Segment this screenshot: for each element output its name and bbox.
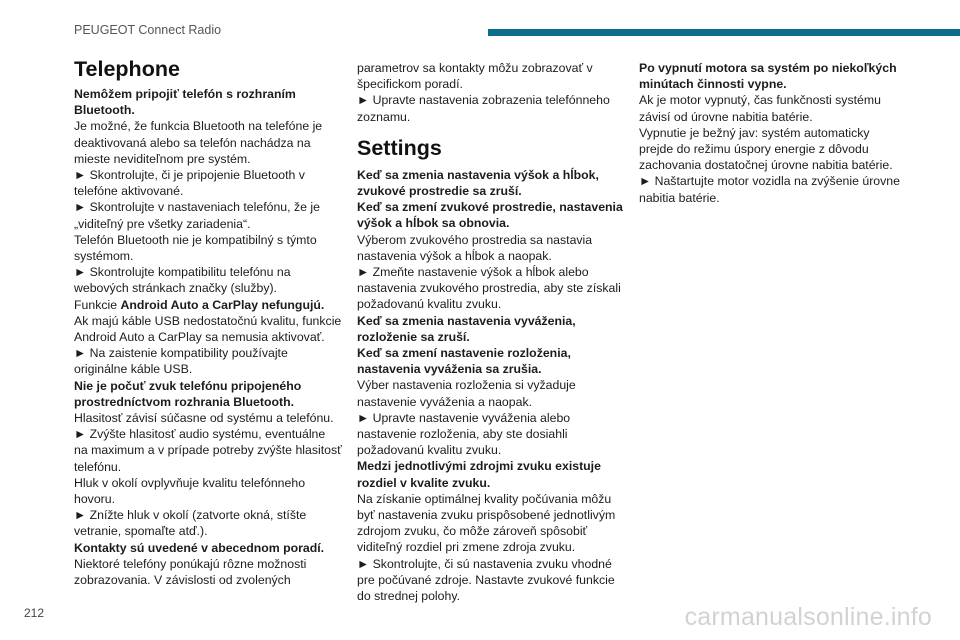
faq-question: Po vypnutí motora sa systém po niekoľkých minútach činnosti vypne.	[639, 61, 897, 92]
section-heading-telephone: Telephone	[74, 57, 180, 81]
faq-question: Keď sa zmení zvukové prostredie, nastavenia výšok a hĺbok sa obnovia.	[357, 200, 623, 231]
faq-answer: Hluk v okolí ovplyvňuje kvalitu telefónneho hovoru.	[74, 475, 306, 507]
faq-answer: parametrov sa kontakty môžu zobrazovať v špecifickom poradí.	[357, 61, 593, 92]
column-power	[639, 60, 907, 206]
faq-question: Keď sa zmenia nastavenia vyváženia, rozloženie sa zruší.	[357, 313, 576, 344]
header-accent-bar	[488, 29, 960, 36]
faq-action: ► Zmeňte nastavenie výšok a hĺbok alebo nastavenia zvukového prostredia, aby ste získali požadovanú kvalitu zvuku.	[357, 265, 621, 312]
faq-action: ► Znížte hluk v okolí (zatvorte okná, stíšte vetranie, spomaľte atď.).	[74, 508, 307, 539]
faq-answer: Je možné, že funkcia Bluetooth na telefóne je deaktivovaná alebo sa telefón nachádza na mieste neviditeľnom pre systém.	[74, 119, 323, 166]
faq-action: ► Skontrolujte v nastaveniach telefónu, že je „viditeľný pre všetky zariadenia“.	[74, 200, 320, 231]
faq-question-mixed	[74, 297, 342, 313]
faq-answer: Ak je motor vypnutý, čas funkčnosti systému závisí od úrovne nabitia batérie.	[639, 93, 881, 124]
faq-action: ► Skontrolujte kompatibilitu telefónu na webových stránkach značky (služby).	[74, 265, 291, 296]
faq-question: Kontakty sú uvedené v abecednom poradí.	[74, 540, 325, 555]
faq-question: Nie je počuť zvuk telefónu pripojeného prostredníctvom rozhrania Bluetooth.	[74, 378, 302, 409]
faq-question: Keď sa zmenia nastavenia výšok a hĺbok, zvukové prostredie sa zruší.	[357, 167, 599, 199]
faq-question: Keď sa zmení nastavenie rozloženia, nastavenia vyváženia sa zrušia.	[357, 346, 571, 377]
faq-question: Nemôžem pripojiť telefón s rozhraním Bluetooth.	[74, 87, 296, 118]
faq-question: Medzi jednotlivými zdrojmi zvuku existuje rozdiel v kvalite zvuku.	[357, 459, 601, 490]
faq-answer: Výber nastavenia rozloženia si vyžaduje nastavenie vyváženia a naopak.	[357, 378, 576, 409]
faq-action: ► Upravte nastavenia zobrazenia telefónneho zoznamu.	[357, 93, 610, 124]
section-heading-settings: Settings	[357, 135, 442, 160]
faq-question-bold: Android Auto a CarPlay nefungujú.	[120, 297, 325, 312]
faq-action: ► Skontrolujte, či sú nastavenia zvuku vhodné pre počúvané zdroje. Nastavte zvukové funkcie do strednej polohy.	[357, 556, 615, 604]
faq-action: ► Zvýšte hlasitosť audio systému, eventuálne na maximum a v prípade potreby zvýšte hlasitosť telefónu.	[74, 427, 342, 474]
faq-answer: Výberom zvukového prostredia sa nastavia nastavenia výšok a hĺbok a naopak.	[357, 232, 593, 263]
faq-action: ► Na zaistenie kompatibility používajte originálne káble USB.	[74, 346, 288, 377]
faq-answer: Vypnutie je bežný jav: systém automaticky prejde do režimu úspory energie z dôvodu zachovania dostatočnej úrovne nabitia batérie.	[639, 125, 893, 173]
page-header-title: PEUGEOT Connect Radio	[74, 23, 222, 37]
page-number: 212	[24, 606, 45, 620]
watermark: carmanualsonline.info	[684, 603, 932, 631]
faq-action: ► Naštartujte motor vozidla na zvýšenie úrovne nabitia batérie.	[639, 174, 900, 205]
faq-question-prefix: Funkcie	[74, 297, 121, 312]
faq-answer: Niektoré telefóny ponúkajú rôzne možnosti zobrazovania. V závislosti od zvolených	[74, 556, 307, 588]
faq-answer: Na získanie optimálnej kvality počúvania môžu byť nastavenia zvuku prispôsobené jednotlivým zdrojom zvuku, čo môže zároveň spôsobiť viditeľný rozdiel pri zmene zdroja zvuku.	[357, 491, 616, 555]
faq-answer: Ak majú káble USB nedostatočnú kvalitu, funkcie Android Auto a CarPlay sa nemusia aktivovať.	[74, 313, 342, 345]
faq-action: ► Skontrolujte, či je pripojenie Bluetooth v telefóne aktivované.	[74, 168, 305, 199]
faq-action: ► Upravte nastavenie vyváženia alebo nastavenie rozloženia, aby ste dosiahli požadovanú kvalitu zvuku.	[357, 410, 571, 458]
faq-answer: Telefón Bluetooth nie je kompatibilný s týmto systémom.	[74, 232, 317, 264]
column-settings	[357, 60, 625, 604]
column-telephone	[74, 56, 342, 588]
faq-answer: Hlasitosť závisí súčasne od systému a telefónu.	[74, 411, 334, 426]
